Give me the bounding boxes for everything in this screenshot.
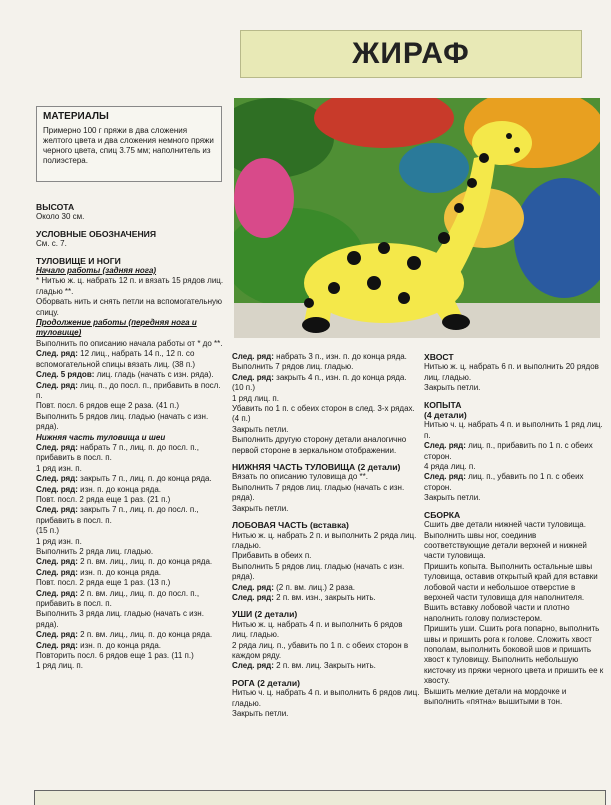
paragraph: Повторить посл. 6 рядов еще 1 раз. (11 п.) xyxy=(36,651,194,661)
row-text: 2 п. вм. лиц., лиц. п. до конца ряда. xyxy=(77,557,213,567)
instruction-row xyxy=(36,474,226,484)
paragraph: Нитью ж. ц. набрать 4 п. и выполнить 6 рядов лиц. гладью. xyxy=(232,619,403,640)
instruction-row xyxy=(232,583,420,593)
row-text: закрыть 4 п., изн. п. до конца ряда. (10 п.) xyxy=(232,372,407,393)
paragraph: 1 ряд лиц. п. xyxy=(232,393,279,403)
instruction-row xyxy=(232,593,420,603)
instruction-row xyxy=(36,485,226,495)
paragraph: Выполнить 7 рядов лиц. гладью (начать с изн. ряда). xyxy=(232,482,405,503)
row-label: След. ряд: xyxy=(424,441,466,451)
section-heading: ХВОСТ xyxy=(424,352,454,362)
row-label: След. ряд: xyxy=(36,567,78,577)
paragraph: См. с. 7. xyxy=(36,239,67,249)
paragraph: 1 ряд изн. п. xyxy=(36,463,82,473)
row-text: изн. п. до конца ряда. xyxy=(77,484,162,494)
instruction-row xyxy=(36,641,226,651)
paragraph: Закрыть петли. xyxy=(232,503,289,513)
row-label: След. ряд: xyxy=(232,372,274,382)
row-text: лиц. п., убавить по 1 п. с обеих сторон. xyxy=(424,472,584,492)
subheading: Начало работы (задняя нога) xyxy=(36,266,157,276)
section-heading: КОПЫТА xyxy=(424,399,462,410)
paragraph: Убавить по 1 п. с обеих сторон в след. 3-х рядах. (4 п.) xyxy=(232,404,415,424)
paragraph: Пришить уши. Сшить рога попарно, выполнить швы и пришить рога к голове. Сложить хвост пополам, выполнить боковой шов и пришить хвост к туловищу. Выполнить небольшую кисточку из пряжи черного цвета и пришить ее к хвосту. xyxy=(424,624,604,686)
paragraph: Нитью ч. ц. набрать 4 п. и выполнить 1 ряд лиц. п. xyxy=(424,420,603,440)
instruction-row xyxy=(36,589,226,610)
column-right xyxy=(424,352,604,707)
row-text: набрать 7 п., лиц. п. до посл. п., прибавить в посл. п. xyxy=(36,442,199,463)
materials-heading: МАТЕРИАЛЫ xyxy=(43,111,109,122)
row-text: 2 п. вм. лиц. Закрыть нить. xyxy=(273,661,376,671)
paragraph: 4 ряда лиц. п. xyxy=(424,462,476,472)
paragraph: 2 ряда лиц. п., убавить по 1 п. с обеих сторон в каждом ряду. xyxy=(232,640,409,660)
section-heading: ЛОБОВАЯ ЧАСТЬ (вставка) xyxy=(232,520,349,531)
instruction-row xyxy=(424,472,604,493)
giraffe-photo xyxy=(234,98,600,338)
paragraph: Повт. посл. 2 ряда еще 1 раз. (13 п.) xyxy=(36,578,171,588)
paragraph: Закрыть петли. xyxy=(232,424,289,434)
paragraph: Вязать по описанию туловища до **. xyxy=(232,472,368,482)
row-label: След. ряд: xyxy=(36,349,78,359)
paragraph: Сшить две детали нижней части туловища. Выполнить швы ног, соединив соответствующие детали верхней и нижней части туловища. xyxy=(424,520,587,561)
giraffe-illustration xyxy=(234,98,600,338)
paragraph: Закрыть петли. xyxy=(424,493,481,503)
paragraph: (15 п.) xyxy=(36,526,60,536)
paragraph: Выполнить по описанию начала работы от * до **. xyxy=(36,338,223,348)
section-heading: ТУЛОВИЩЕ И НОГИ xyxy=(36,255,121,266)
row-label: След. ряд: xyxy=(424,472,466,482)
row-text: набрать 3 п., изн. п. до конца ряда. xyxy=(273,352,407,361)
column-middle xyxy=(232,352,420,719)
row-text: изн. п. до конца ряда. xyxy=(77,567,162,577)
paragraph: Пришить копыта. Выполнить остальные швы туловища, оставив открытый край для вставки лобовой части и небольшое отверстие в верхней части туловища для наполнителя. Вшить вставку лобовой части и плотно наполнить голову полиэстером. xyxy=(424,561,598,623)
instruction-row xyxy=(36,505,226,526)
row-text: 2 п. вм. лиц., лиц. п. до конца ряда. xyxy=(77,630,213,640)
row-label: След. ряд: xyxy=(36,588,78,598)
row-text: лиц. п., до посл. п., прибавить в посл. п. xyxy=(36,380,221,400)
instruction-row xyxy=(36,568,226,578)
section-heading: УСЛОВНЫЕ ОБОЗНАЧЕНИЯ xyxy=(36,228,157,239)
paragraph: 1 ряд изн. п. xyxy=(36,536,82,546)
instruction-row xyxy=(36,381,226,402)
row-text: закрыть 7 п., лиц. п. до посл. п., прибавить в посл. п. xyxy=(36,505,199,525)
row-label: След. 5 рядов: xyxy=(36,370,95,380)
column-left xyxy=(36,196,226,672)
row-text: 2 п. вм. изн., закрыть нить. xyxy=(273,592,376,602)
instruction-row xyxy=(36,557,226,567)
paragraph: Вышить мелкие детали на мордочке и выполнить «пятна» вышитыми в тон. xyxy=(424,686,567,706)
row-text: закрыть 7 п., лиц. п. до конца ряда. xyxy=(77,474,212,484)
row-label: След. ряд: xyxy=(36,442,78,452)
instruction-row xyxy=(232,352,420,362)
paragraph: Повт. посл. 2 ряда еще 1 раз. (21 п.) xyxy=(36,494,171,504)
paragraph: * Нитью ж. ц. набрать 12 п. и вязать 15 рядов лиц. гладью **. xyxy=(36,276,224,296)
subheading: Продолжение работы (передняя нога и туловище) xyxy=(36,318,197,338)
paragraph: Нитью ж. ц. набрать 6 п. и выполнить 20 рядов лиц. гладью. xyxy=(424,362,599,382)
instruction-row xyxy=(232,661,420,671)
instruction-row xyxy=(232,373,420,394)
subheading: Нижняя часть туловища и шеи xyxy=(36,432,166,442)
row-label: След. ряд: xyxy=(36,640,78,650)
row-label: След. ряд: xyxy=(232,352,274,361)
paragraph: Выполнить другую сторону детали аналогично первой стороне в зеркальном отображении. xyxy=(232,435,407,455)
row-label: След. ряд: xyxy=(36,484,78,494)
row-label: След. ряд: xyxy=(232,661,274,671)
page-title: ЖИРАФ xyxy=(352,37,470,70)
row-label: След. ряд: xyxy=(36,557,78,567)
section-heading: УШИ (2 детали) xyxy=(232,609,298,620)
instruction-row xyxy=(36,349,226,370)
materials-box xyxy=(36,106,222,182)
section-heading: СБОРКА xyxy=(424,509,461,520)
row-label: След. ряд: xyxy=(232,592,274,602)
row-label: След. ряд: xyxy=(36,505,78,515)
paragraph: Нитью ч. ц. набрать 4 п. и выполнить 6 рядов лиц. гладью. xyxy=(232,688,420,708)
paragraph: Закрыть петли. xyxy=(424,383,481,393)
paragraph: Выполнить 7 рядов лиц. гладью. xyxy=(232,362,354,372)
row-label: След. ряд: xyxy=(36,474,78,484)
paragraph: Закрыть петли. xyxy=(232,709,289,718)
title-banner xyxy=(240,30,582,78)
section-subheading: (4 детали) xyxy=(424,410,467,421)
row-label: След. ряд: xyxy=(36,380,78,390)
row-label: След. ряд: xyxy=(36,630,78,640)
paragraph: Выполнить 5 рядов лиц. гладью (начать с изн. ряда). xyxy=(232,561,405,582)
paragraph: Повт. посл. 6 рядов еще 2 раза. (41 п.) xyxy=(36,401,180,411)
section-heading: НИЖНЯЯ ЧАСТЬ ТУЛОВИЩА (2 детали) xyxy=(232,462,401,473)
row-text: 12 лиц., набрать 14 п., 12 п. со вспомогательной спицы вязать лиц. (38 п.) xyxy=(36,349,196,369)
paragraph: Оборвать нить и снять петли на вспомогательную спицу. xyxy=(36,297,222,317)
paragraph: Прибавить в обеих п. xyxy=(232,551,312,561)
instruction-row xyxy=(36,370,226,380)
row-text: лиц. гладь (начать с изн. ряда). xyxy=(94,370,214,380)
paragraph: Выполнить 5 рядов лиц. гладью (начать с изн. ряда). xyxy=(36,411,209,432)
row-text: (2 п. вм. лиц.) 2 раза. xyxy=(273,582,356,592)
paragraph: Нитью ж. ц. набрать 2 п. и выполнить 2 ряда лиц. гладью. xyxy=(232,530,417,550)
row-text: изн. п. до конца ряда. xyxy=(77,640,162,650)
row-label: След. ряд: xyxy=(232,582,274,592)
paragraph: Около 30 см. xyxy=(36,212,85,222)
instruction-row xyxy=(36,443,226,464)
materials-text: Примерно 100 г пряжи в два сложения желтого цвета и два сложения немного пряжи черного цвета, спиц 3.75 мм; наполнитель из полиэстера. xyxy=(43,126,214,165)
section-heading: РОГА (2 детали) xyxy=(232,677,300,688)
row-text: 2 п. вм. лиц., лиц. п. до посл. п., прибавить в посл. п. xyxy=(36,588,200,609)
instruction-row xyxy=(424,441,604,462)
bottom-frame xyxy=(34,790,606,805)
section-heading: ВЫСОТА xyxy=(36,202,75,212)
paragraph: 1 ряд лиц. п. xyxy=(36,661,83,671)
instruction-row xyxy=(36,630,226,640)
paragraph: Выполнить 2 ряда лиц. гладью. xyxy=(36,547,154,556)
paragraph: Выполнить 3 ряда лиц. гладью (начать с изн. ряда). xyxy=(36,609,204,629)
row-text: лиц. п., прибавить по 1 п. с обеих сторон. xyxy=(424,441,593,461)
